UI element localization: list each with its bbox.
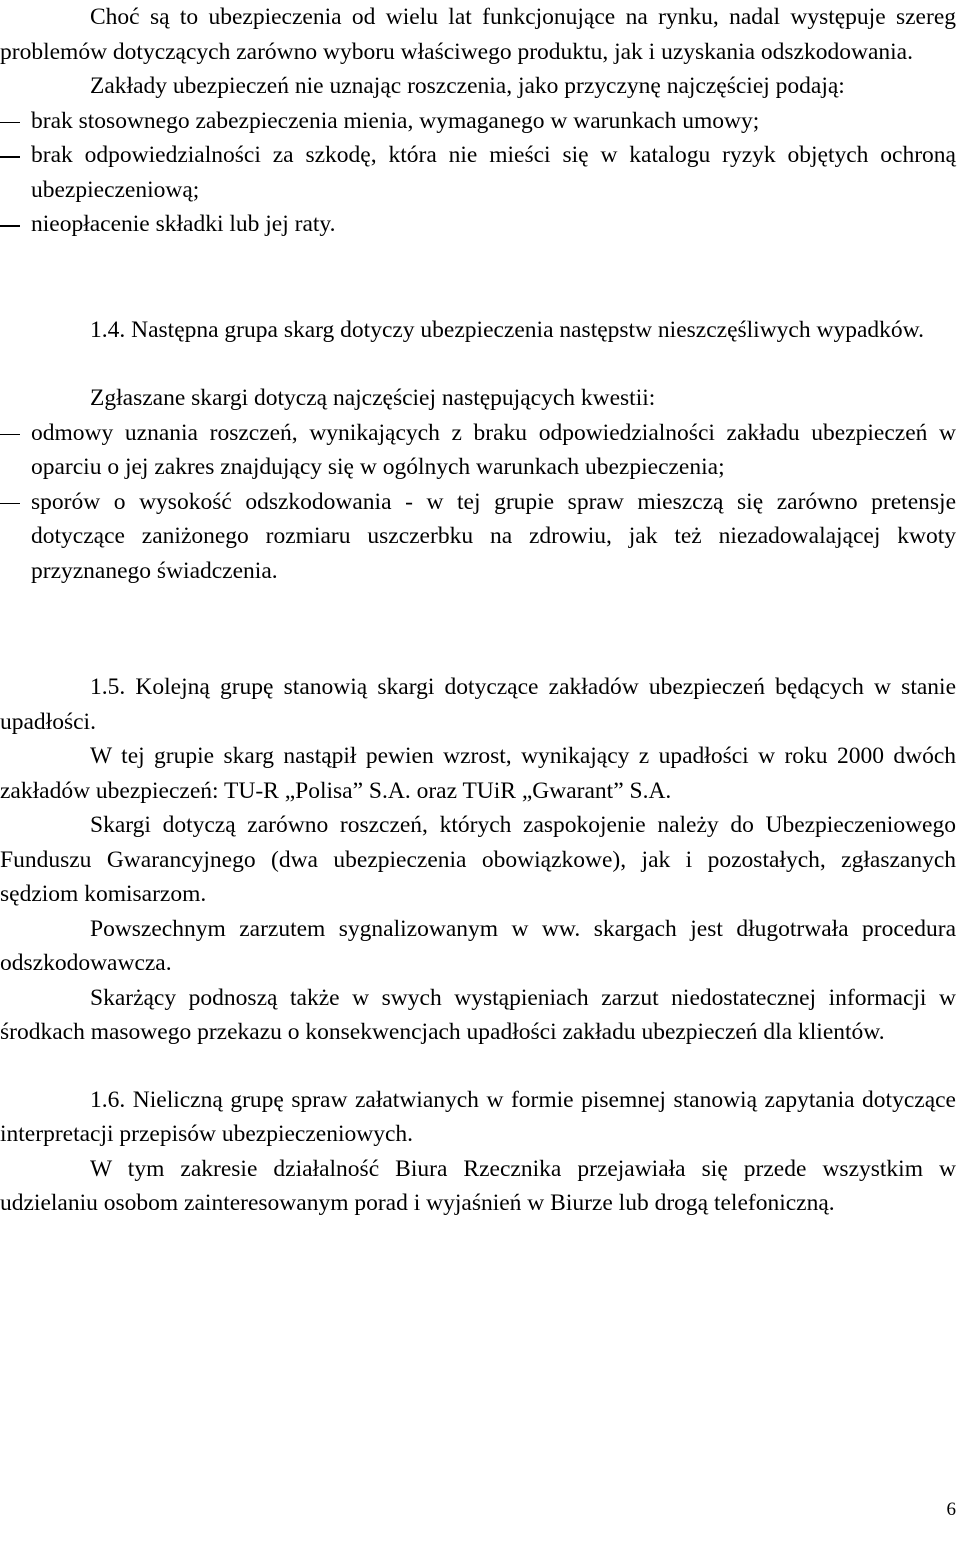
paragraph-intro: Choć są to ubezpieczenia od wielu lat funkcjonujące na rynku, nadal występuje szereg problemów dotyczących zarówno wyboru właściwego produktu, jak i uzyskania odszkodowania. [0, 4, 956, 65]
reasons-list [0, 104, 956, 242]
list-item: odmowy uznania roszczeń, wynikających z braku odpowiedzialności zakładu ubezpieczeń w oparciu o jej zakres znajdujący się w ogólnych warunkach ubezpieczenia; [0, 416, 956, 485]
list-item: sporów o wysokość odszkodowania - w tej grupie spraw mieszczą się zarówno pretensje dotyczące zaniżonego rozmiaru uszczerbku na zdrowiu, jak też niezadowalającej kwoty przyznanego świadczenia. [0, 485, 956, 589]
section-heading-1-6: 1.6. Nieliczną grupę spraw załatwianych w formie pisemnej stanowią zapytania dotyczące interpretacji przepisów ubezpieczeniowych. [0, 1086, 956, 1147]
paragraph-procedure: Powszechnym zarzutem sygnalizowanym w ww. skargach jest długotrwała procedura odszkodowawcza. [0, 915, 956, 976]
list-item: nieopłacenie składki lub jej raty. [0, 207, 956, 242]
section-heading-1-4: 1.4. Następna grupa skarg dotyczy ubezpieczenia następstw nieszczęśliwych wypadków. [90, 316, 924, 343]
paragraph-office: W tym zakresie działalność Biura Rzecznika przejawiała się przede wszystkim w udzielaniu osobom zainteresowanym porad i wyjaśnień w Biurze lub drogą telefoniczną. [0, 1155, 956, 1216]
paragraph-reasons: Zakłady ubezpieczeń nie uznając roszczenia, jako przyczynę najczęściej podają: [90, 73, 845, 99]
complaints-list [0, 416, 956, 589]
paragraph-complaints: Zgłaszane skargi dotyczą najczęściej następujących kwestii: [90, 385, 656, 411]
paragraph-information: Skarżący podnoszą także w swych wystąpieniach zarzut niedostatecznej informacji w środkach masowego przekazu o konsekwencjach upadłości zakładu ubezpieczeń dla klientów. [0, 984, 956, 1045]
page-number: 6 [946, 1499, 956, 1520]
paragraph-claims: Skargi dotyczą zarówno roszczeń, których zaspokojenie należy do Ubezpieczeniowego Funduszu Gwarancyjnego (dwa ubezpieczenia obowiązkowe), jak i pozostałych, zgłaszanych sędziom komisarzom. [0, 812, 956, 907]
section-heading-1-5: 1.5. Kolejną grupę stanowią skargi dotyczące zakładów ubezpieczeń będących w stanie upadłości. [0, 674, 956, 735]
list-item: brak odpowiedzialności za szkodę, która nie mieści się w katalogu ryzyk objętych ochroną ubezpieczeniową; [0, 138, 956, 207]
paragraph-bankruptcy: W tej grupie skarg nastąpił pewien wzrost, wynikający z upadłości w roku 2000 dwóch zakładów ubezpieczeń: TU-R „Polisa” S.A. oraz TUiR „Gwarant” S.A. [0, 743, 956, 804]
list-item: brak stosownego zabezpieczenia mienia, wymaganego w warunkach umowy; [0, 104, 956, 139]
